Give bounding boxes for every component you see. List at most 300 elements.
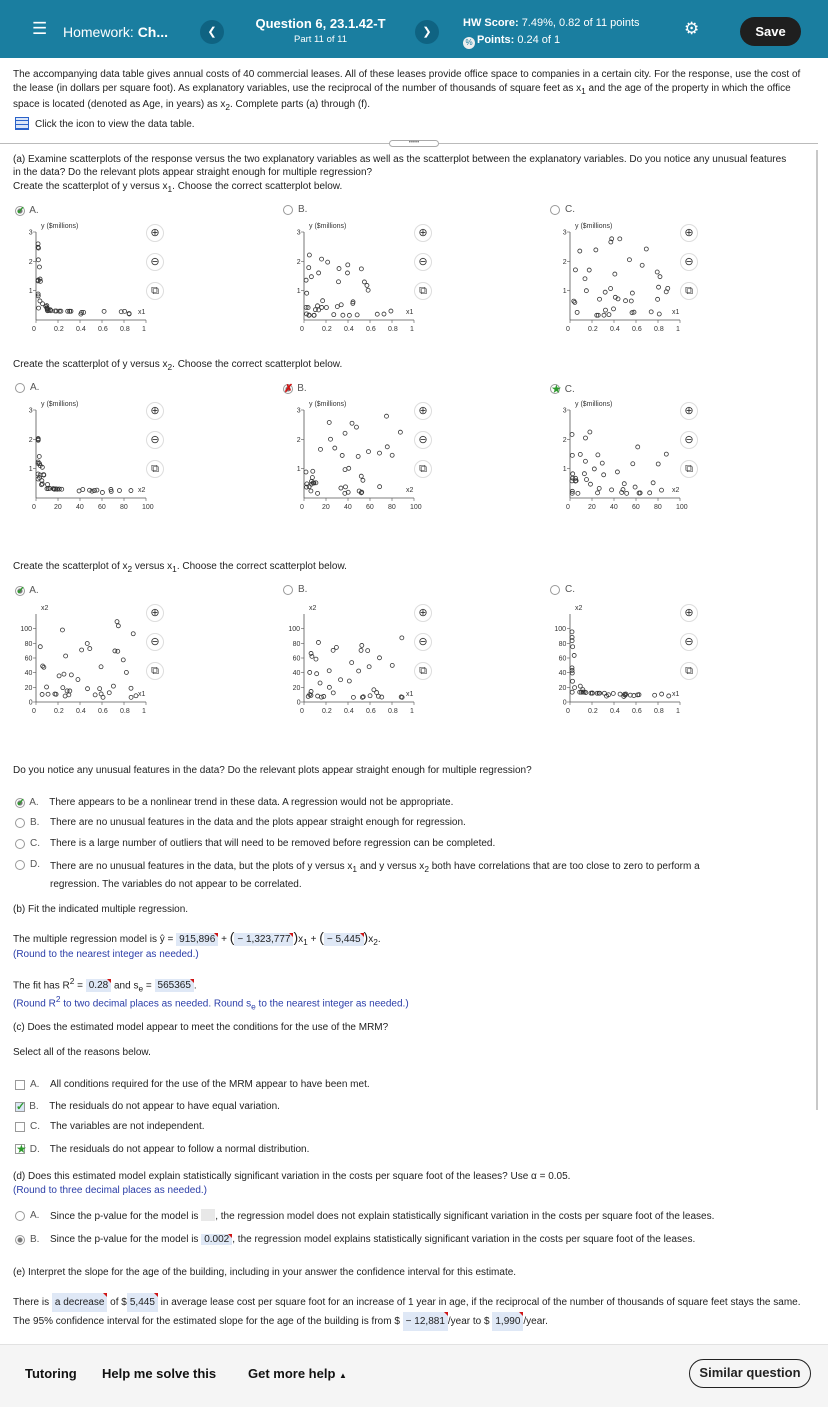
- y-axis-label: y ($millions): [575, 401, 613, 408]
- scatter-point: [390, 453, 394, 457]
- y-tick-label: 80: [24, 640, 33, 648]
- scrollbar[interactable]: [816, 150, 818, 1110]
- scatter-point: [361, 478, 365, 482]
- scatter-point: [574, 476, 578, 480]
- radio-button[interactable]: [15, 818, 25, 828]
- prev-question-button[interactable]: ❮: [200, 20, 224, 44]
- scatter-point: [99, 665, 103, 669]
- scatter-point: [655, 270, 659, 274]
- scatter-3-option-c[interactable]: C.: [550, 584, 575, 595]
- data-table-link[interactable]: Click the icon to view the data table.: [15, 117, 195, 130]
- scatterplot-3-b[interactable]: [280, 600, 420, 725]
- scatter-point: [38, 645, 42, 649]
- scatter-point: [596, 491, 600, 495]
- scatter-point: [356, 454, 360, 458]
- x-tick-label: 1: [410, 326, 414, 333]
- x-tick-label: 0.4: [344, 326, 354, 333]
- pvalue-answer[interactable]: 0.002: [201, 1234, 232, 1245]
- y-tick-label: 40: [24, 670, 33, 678]
- y-tick-label: 3: [562, 407, 567, 415]
- scatter-1-option-c[interactable]: C.: [550, 204, 575, 215]
- x2-coefficient-answer[interactable]: − 5,445: [324, 933, 364, 946]
- checkbox[interactable]: [15, 1080, 25, 1090]
- radio-button[interactable]: [283, 585, 293, 595]
- x-tick-label: 0.8: [120, 326, 130, 333]
- x-tick-label: 0.2: [588, 326, 598, 333]
- x-tick-label: 0: [300, 504, 304, 511]
- y-tick-label: 2: [562, 258, 567, 266]
- scatter-point: [351, 695, 355, 699]
- scatter-point: [372, 688, 376, 692]
- zoom-in-icon[interactable]: ⊕: [146, 224, 164, 242]
- zoom-in-icon[interactable]: ⊕: [414, 604, 432, 622]
- popout-icon[interactable]: ⧉: [680, 282, 698, 300]
- x-tick-label: 20: [54, 504, 62, 511]
- x-axis-label: x1: [138, 691, 146, 698]
- scatter-point: [366, 450, 370, 454]
- scatter-point: [384, 414, 388, 418]
- radio-button[interactable]: [15, 1235, 25, 1245]
- x-axis-label: x2: [672, 487, 680, 494]
- x-tick-label: 0: [300, 708, 304, 715]
- plot-tools: [414, 224, 432, 297]
- scatter-point: [327, 669, 331, 673]
- gear-icon[interactable]: ⚙: [684, 19, 700, 38]
- scatter-point: [570, 679, 574, 683]
- zoom-out-icon[interactable]: ⊖: [414, 633, 432, 651]
- scatter-point: [385, 445, 389, 449]
- mrm-option-c[interactable]: C. The variables are not independent.: [15, 1121, 205, 1132]
- y-tick-label: 3: [28, 229, 33, 237]
- zoom-out-icon[interactable]: ⊖: [680, 633, 698, 651]
- scatter-point: [368, 694, 372, 698]
- scatter-point: [314, 657, 318, 661]
- scatter-point: [129, 695, 133, 699]
- popout-icon[interactable]: ⧉: [414, 460, 432, 478]
- scatter-point: [588, 482, 592, 486]
- scatter-point: [584, 478, 588, 482]
- scatter-point: [334, 645, 338, 649]
- table-icon[interactable]: [15, 117, 29, 130]
- y-tick-label: 0: [28, 699, 33, 707]
- scatterplot-3-c[interactable]: [546, 600, 686, 725]
- resize-handle[interactable]: •••••: [389, 140, 439, 147]
- correct-star-icon: ★: [551, 382, 562, 396]
- x-tick-label: 0: [32, 326, 36, 333]
- question-part: Part 11 of 11: [294, 34, 347, 45]
- scatter-3-option-a[interactable]: ✓ A.: [16, 585, 39, 597]
- x-tick-label: 20: [322, 504, 330, 511]
- hw-score: HW Score: 7.49%, 0.82 of 11 points: [463, 17, 640, 29]
- y-tick-label: 0: [296, 699, 301, 707]
- radio-button[interactable]: [550, 585, 560, 595]
- popout-icon[interactable]: ⧉: [414, 282, 432, 300]
- x-tick-label: 0.4: [76, 326, 86, 333]
- scatter-point: [60, 487, 64, 491]
- scatter-point: [592, 467, 596, 471]
- scatter-point: [594, 248, 598, 252]
- significance-option-b[interactable]: B. Since the p-value for the model is 0.002 , the regression model explains statistically significant variation in the costs per square foot of the leases.: [15, 1234, 695, 1245]
- scatter-point: [664, 452, 668, 456]
- scatter-point: [117, 489, 121, 493]
- x-tick-label: 0.2: [54, 708, 64, 715]
- zoom-out-icon[interactable]: ⊖: [414, 253, 432, 271]
- scatter-point: [46, 483, 50, 487]
- bottom-bar: [0, 1344, 828, 1407]
- x-tick-label: 0.4: [610, 708, 620, 715]
- slope-amount-answer[interactable]: 5,445: [127, 1293, 158, 1312]
- x-tick-label: 0.2: [322, 326, 332, 333]
- scatter-point: [611, 691, 615, 695]
- y-tick-label: 1: [296, 288, 301, 296]
- scatter-point: [570, 432, 574, 436]
- popout-icon[interactable]: ⧉: [414, 662, 432, 680]
- regression-equation: The multiple regression model is ŷ = 915,896 + ( − 1,323,777 )$x_1$ + ( − 5,445 )$x_2$.: [13, 929, 381, 947]
- next-question-button[interactable]: ❯: [415, 20, 439, 44]
- y-tick-label: 20: [558, 684, 567, 692]
- scatter-point: [309, 489, 313, 493]
- correct-check-icon: ✓: [16, 1101, 26, 1113]
- scatter-point: [347, 313, 351, 317]
- radio-button[interactable]: [15, 1211, 25, 1221]
- scatterplot-1-a[interactable]: [12, 218, 152, 343]
- scatter-point: [365, 283, 369, 287]
- y-tick-label: 60: [292, 655, 301, 663]
- scatter-point: [340, 453, 344, 457]
- x-tick-label: 0.6: [366, 708, 376, 715]
- radio-button[interactable]: [283, 205, 293, 215]
- scatter-point: [98, 687, 102, 691]
- similar-question-button[interactable]: Similar question: [689, 1359, 811, 1388]
- scatterplot-2-b[interactable]: [280, 396, 420, 521]
- scatterplot-2-a[interactable]: [12, 396, 152, 521]
- scatter-point: [350, 661, 354, 665]
- question-title[interactable]: Question 6, 23.1.42-T: [255, 16, 386, 31]
- scatter-point: [571, 645, 575, 649]
- fit-statistics: The fit has $R^2 = 0.28$ and $s_e = 565365$ .: [13, 976, 197, 994]
- y-tick-label: 2: [28, 258, 33, 266]
- scatter-point: [320, 305, 324, 309]
- y-axis-label: x2: [309, 605, 317, 612]
- se-answer[interactable]: 565365: [155, 979, 194, 992]
- x-tick-label: 0.4: [76, 708, 86, 715]
- scatter-point: [660, 488, 664, 492]
- y-axis-label: y ($millions): [41, 401, 79, 408]
- problem-statement: The accompanying data table gives annual costs of 40 commercial leases. All of these leases provide office space to companies in a certain city. For the response, use the cost of the lease (in dollars per square foot). As explanatory variables, use the reciprocal of the number of thousands of square feet as $x_1$ and the age of the property in which the office space is located (denoted as Age, in years) as $x_2$. Complete parts (a) through (f).: [13, 69, 801, 112]
- zoom-out-icon[interactable]: ⊖: [146, 633, 164, 651]
- scatterplot-1-b[interactable]: [280, 218, 420, 343]
- scatter-2-option-c[interactable]: ★ C.: [551, 382, 575, 396]
- scatter-point: [583, 459, 587, 463]
- scatter-point: [570, 668, 574, 672]
- help-me-solve-button[interactable]: Help me solve this: [102, 1366, 217, 1381]
- scatter-point: [583, 277, 587, 281]
- rounding-hint: (Round to three decimal places as needed.): [13, 1185, 208, 1196]
- radio-button[interactable]: [15, 383, 25, 393]
- scatter-point: [573, 268, 577, 272]
- scatter-point: [618, 692, 622, 696]
- unusual-features-question: Do you notice any unusual features in the data? Do the relevant plots appear straight enough for multiple regression?: [13, 765, 532, 776]
- zoom-in-icon[interactable]: ⊕: [146, 402, 164, 420]
- pvalue-empty-box[interactable]: [201, 1209, 215, 1221]
- x-tick-label: 0.6: [98, 326, 108, 333]
- scatter-point: [602, 313, 606, 317]
- scatter-point: [81, 488, 85, 492]
- scatter-point: [571, 472, 575, 476]
- y-tick-label: 1: [28, 288, 33, 296]
- scatterplot-2-c[interactable]: [546, 396, 686, 521]
- scatter-point: [80, 648, 84, 652]
- x-tick-label: 60: [366, 504, 374, 511]
- scatter-point: [321, 299, 325, 303]
- radio-button[interactable]: [550, 205, 560, 215]
- y-tick-label: 0: [562, 699, 567, 707]
- scatter-point: [350, 421, 354, 425]
- points-icon: %: [463, 37, 475, 49]
- direction-answer[interactable]: a decrease: [52, 1293, 107, 1312]
- scatter-point: [360, 643, 364, 647]
- zoom-out-icon[interactable]: ⊖: [146, 253, 164, 271]
- scatter-point: [304, 470, 308, 474]
- x-tick-label: 1: [142, 708, 146, 715]
- zoom-in-icon[interactable]: ⊕: [680, 224, 698, 242]
- scatter-point: [307, 266, 311, 270]
- features-option-b[interactable]: B. There are no unusual features in the data and the plots appear straight enough for regression.: [15, 817, 466, 828]
- scatter-point: [305, 291, 309, 295]
- scatter-2-option-a[interactable]: A.: [15, 382, 39, 393]
- popout-icon[interactable]: ⧉: [146, 460, 164, 478]
- tutoring-button[interactable]: Tutoring: [25, 1366, 77, 1381]
- x-tick-label: 0.6: [632, 326, 642, 333]
- scatter-point: [37, 306, 41, 310]
- scatter-point: [664, 290, 668, 294]
- ci-lower-answer[interactable]: − 12,881: [403, 1312, 448, 1331]
- scatter-point: [600, 461, 604, 465]
- x-tick-label: 1: [142, 326, 146, 333]
- x-tick-label: 0.2: [322, 708, 332, 715]
- scatter-point: [657, 285, 661, 289]
- popout-icon[interactable]: ⧉: [146, 282, 164, 300]
- scatter-point: [327, 420, 331, 424]
- zoom-out-icon[interactable]: ⊖: [680, 431, 698, 449]
- y-tick-label: 80: [292, 640, 301, 648]
- features-option-c[interactable]: C. There is a large number of outliers that will need to be removed before regression can be completed.: [15, 838, 495, 849]
- scatter-point: [613, 272, 617, 276]
- scatter-point: [347, 679, 351, 683]
- zoom-in-icon[interactable]: ⊕: [680, 604, 698, 622]
- scatter-point: [111, 684, 115, 688]
- scatter-point: [612, 307, 616, 311]
- scatter-point: [40, 692, 44, 696]
- scatter-point: [85, 641, 89, 645]
- scatter-point: [316, 640, 320, 644]
- scatterplot-3-a[interactable]: [12, 600, 152, 725]
- scatter-point: [597, 486, 601, 490]
- scatter-point: [36, 258, 40, 262]
- scatter-point: [583, 436, 587, 440]
- scatter-point: [603, 290, 607, 294]
- significance-option-a[interactable]: A. Since the p-value for the model is , the regression model does not explain statistically significant variation in the costs per square foot of the leases.: [15, 1209, 714, 1222]
- scatter-point: [307, 485, 311, 489]
- scatter-point: [625, 491, 629, 495]
- scatter-point: [86, 687, 90, 691]
- features-option-a[interactable]: ✓ A. There appears to be a nonlinear trend in these data. A regression would not be appropriate.: [16, 797, 454, 809]
- rounding-hint: (Round to the nearest integer as needed.): [13, 949, 199, 960]
- scatter-point: [316, 694, 320, 698]
- x-tick-label: 0.8: [654, 708, 664, 715]
- scatter-point: [618, 237, 622, 241]
- scatter-point: [311, 469, 315, 473]
- scatter-point: [115, 620, 119, 624]
- x-tick-label: 1: [410, 708, 414, 715]
- plot-tools: [680, 604, 698, 677]
- scatter-point: [651, 481, 655, 485]
- y-tick-label: 100: [20, 626, 33, 634]
- y-tick-label: 40: [558, 670, 567, 678]
- y-tick-label: 3: [28, 407, 33, 415]
- r-squared-answer[interactable]: 0.28: [86, 979, 111, 992]
- slope-interpretation: There is a decrease of $ 5,445 in average lease cost per square foot for an increase of 1 year in age, if the reciprocal of the number of thousands of square feet stays the same. The 95% confidence interval for the estimated slope for the age of the building is from $ − 12,881 /year to $ 1,990 /year.: [13, 1293, 813, 1331]
- popout-icon[interactable]: ⧉: [146, 662, 164, 680]
- scatter-point: [304, 278, 308, 282]
- scatter-point: [656, 462, 660, 466]
- scatter-3-prompt: Create the scatterplot of $x_2$ versus $x_1$. Choose the correct scatterplot below.: [13, 561, 347, 574]
- scatter-point: [656, 297, 660, 301]
- y-tick-label: 60: [558, 655, 567, 663]
- scatter-point: [578, 452, 582, 456]
- x-tick-label: 0: [32, 708, 36, 715]
- scatter-2-option-b[interactable]: ✗ B.: [284, 383, 307, 395]
- scatter-point: [62, 672, 66, 676]
- radio-button[interactable]: [15, 860, 25, 870]
- scatter-point: [377, 451, 381, 455]
- scatterplot-1-c[interactable]: [546, 218, 686, 343]
- part-c-prompt: (c) Does the estimated model appear to meet the conditions for the use of the MRM?: [13, 1022, 389, 1033]
- x-tick-label: 20: [588, 504, 596, 511]
- save-button[interactable]: Save: [740, 17, 801, 46]
- scatter-3-option-b[interactable]: B.: [283, 584, 307, 595]
- scatter-point: [609, 287, 613, 291]
- scatter-point: [658, 275, 662, 279]
- x-tick-label: 0.8: [388, 708, 398, 715]
- x-axis-label: x1: [138, 309, 146, 316]
- scatter-point: [331, 648, 335, 652]
- scatter-point: [329, 437, 333, 441]
- zoom-in-icon[interactable]: ⊕: [414, 224, 432, 242]
- scatter-point: [339, 486, 343, 490]
- zoom-in-icon[interactable]: ⊕: [414, 402, 432, 420]
- x-tick-label: 1: [676, 326, 680, 333]
- x-tick-label: 0: [566, 504, 570, 511]
- y-tick-label: 20: [24, 684, 33, 692]
- scatter-point: [653, 693, 657, 697]
- x-axis-label: x2: [406, 487, 414, 494]
- x-tick-label: 60: [632, 504, 640, 511]
- y-tick-label: 2: [562, 436, 567, 444]
- zoom-out-icon[interactable]: ⊖: [414, 431, 432, 449]
- scatter-point: [389, 309, 393, 313]
- scatter-point: [649, 310, 653, 314]
- scatter-point: [636, 445, 640, 449]
- x-tick-label: 0: [566, 326, 570, 333]
- y-tick-label: 1: [296, 466, 301, 474]
- scatter-point: [359, 267, 363, 271]
- scatter-point: [129, 686, 133, 690]
- scatter-point: [69, 673, 73, 677]
- plot-tools: [146, 402, 164, 475]
- y-tick-label: 20: [292, 684, 301, 692]
- top-bar: [0, 0, 828, 58]
- zoom-out-icon[interactable]: ⊖: [680, 253, 698, 271]
- plot-tools: [680, 224, 698, 297]
- scatter-point: [318, 447, 322, 451]
- x1-coefficient-answer[interactable]: − 1,323,777: [234, 933, 293, 946]
- scatter-point: [345, 271, 349, 275]
- y-tick-label: 3: [562, 229, 567, 237]
- x-tick-label: 0.8: [654, 326, 664, 333]
- get-more-help-button[interactable]: Get more help ▲: [248, 1366, 347, 1381]
- scatter-point: [359, 648, 363, 652]
- zoom-in-icon[interactable]: ⊕: [680, 402, 698, 420]
- y-tick-label: 1: [562, 466, 567, 474]
- scatter-point: [343, 468, 347, 472]
- radio-button[interactable]: [15, 839, 25, 849]
- intercept-answer[interactable]: 915,896: [176, 933, 218, 946]
- mrm-option-b[interactable]: ✓ B. The residuals do not appear to have equal variation.: [16, 1101, 280, 1113]
- scatter-point: [64, 654, 68, 658]
- mrm-option-a[interactable]: A. All conditions required for the use of the MRM appear to have been met.: [15, 1079, 370, 1090]
- y-axis-label: x2: [41, 605, 49, 612]
- scatter-point: [596, 453, 600, 457]
- scatter-2-prompt: Create the scatterplot of y versus $x_2$. Choose the correct scatterplot below.: [13, 359, 343, 372]
- scatter-point: [308, 670, 312, 674]
- scatter-point: [326, 260, 330, 264]
- y-axis-label: y ($millions): [575, 223, 613, 230]
- menu-icon[interactable]: ☰: [32, 19, 48, 38]
- scatter-point: [116, 624, 120, 628]
- scatter-point: [339, 303, 343, 307]
- scatter-1-option-a[interactable]: ✓ A.: [16, 205, 39, 217]
- y-tick-label: 40: [292, 670, 301, 678]
- scatter-1-option-b[interactable]: B.: [283, 204, 307, 215]
- features-option-d[interactable]: D. There are no unusual features in the data, but the plots of y versus $x_1$ and y versus $x_2$ both have correlations that are too close to zero to perform a regression. The variables do not appear to be correlated.: [15, 859, 700, 892]
- scatter-point: [633, 485, 637, 489]
- scatter-point: [63, 694, 67, 698]
- scatter-point: [331, 691, 335, 695]
- x-tick-label: 0: [32, 504, 36, 511]
- scatter-point: [124, 670, 128, 674]
- scatter-point: [88, 647, 92, 651]
- y-tick-label: 2: [296, 436, 301, 444]
- zoom-out-icon[interactable]: ⊖: [146, 431, 164, 449]
- x-axis-label: x2: [138, 487, 146, 494]
- checkbox[interactable]: [15, 1122, 25, 1132]
- scatter-point: [93, 693, 97, 697]
- homework-title[interactable]: Homework: Ch...: [63, 24, 169, 40]
- scatter-point: [622, 482, 626, 486]
- mrm-option-d[interactable]: ★ D. The residuals do not appear to follow a normal distribution.: [16, 1142, 310, 1156]
- ci-upper-answer[interactable]: 1,990: [492, 1312, 523, 1331]
- y-tick-label: 60: [24, 655, 33, 663]
- x-tick-label: 100: [142, 504, 154, 511]
- popout-icon[interactable]: ⧉: [680, 662, 698, 680]
- scatter-point: [570, 453, 574, 457]
- y-tick-label: 2: [296, 258, 301, 266]
- zoom-in-icon[interactable]: ⊕: [146, 604, 164, 622]
- correct-star-icon: ★: [16, 1142, 27, 1156]
- scatter-point: [573, 686, 577, 690]
- popout-icon[interactable]: ⧉: [680, 460, 698, 478]
